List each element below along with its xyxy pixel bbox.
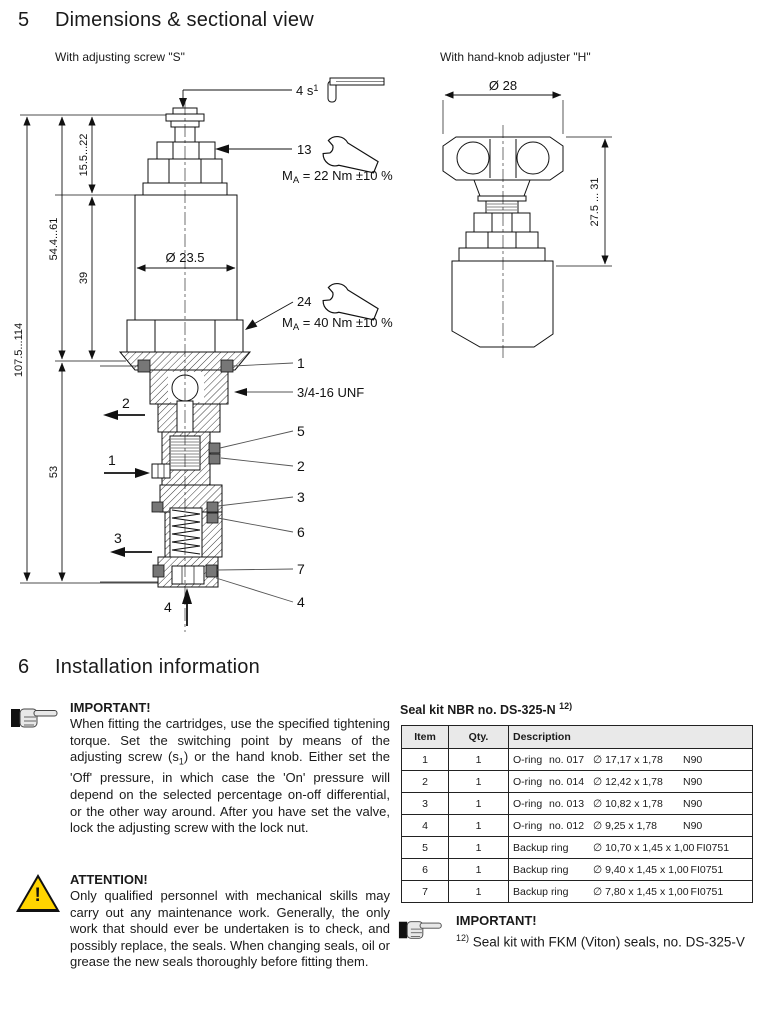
important1-heading: IMPORTANT!: [70, 700, 151, 715]
item13-callout: [215, 142, 311, 157]
port-3-label: 3: [114, 530, 122, 546]
callout-2: 2: [297, 458, 305, 474]
callout-4: 4: [297, 594, 305, 610]
table-row: 2 1 O-ring no. 014 ∅ 12,42 x 1,78 N90: [402, 771, 753, 793]
pointing-hand-icon: [10, 703, 60, 733]
dimension-lines: [27, 117, 92, 581]
callout-3: 3: [297, 489, 305, 505]
col-description: Description: [509, 726, 753, 749]
thread-spec: 3/4-16 UNF: [297, 385, 365, 400]
col-qty: Qty.: [449, 726, 509, 749]
left-drawing-caption: With adjusting screw "S": [55, 50, 185, 64]
table-row: 3 1 O-ring no. 013 ∅ 10,82 x 1,78 N90: [402, 793, 753, 815]
right-drawing-caption: With hand-knob adjuster "H": [440, 50, 591, 64]
footnote-ref: 12): [456, 933, 470, 943]
dim-overall-length: 107.5...114: [13, 322, 25, 378]
hand-knob-drawing: [443, 78, 612, 360]
torque-13: $M_A = 22$ Nm ±10 %: [282, 168, 393, 186]
callout-5: 5: [297, 423, 305, 439]
dim-upper-length: 54.4...61: [48, 217, 60, 261]
table-row: 4 1 O-ring no. 012 ∅ 9,25 x 1,78 N90: [402, 815, 753, 837]
dim-knob-diameter: Ø 28: [488, 78, 518, 93]
section6-number: 6: [18, 656, 30, 678]
dim-mid-length: 39: [78, 271, 90, 285]
warning-icon: !: [16, 874, 60, 912]
table-row: 1 1 O-ring no. 017 ∅ 17,17 x 1,78 N90: [402, 749, 753, 771]
dim-lower-length: 53: [48, 465, 60, 479]
callout-7: 7: [297, 561, 305, 577]
table-row: 7 1 Backup ring ∅ 7,80 x 1,45 x 1,00 FI0751: [402, 881, 753, 903]
callout-1: 1: [297, 355, 305, 371]
pointing-hand-icon: [398, 916, 444, 944]
section6-title: Installation information: [55, 656, 260, 678]
dim-top-length: 15.5...22: [78, 133, 90, 177]
table-header-row: [402, 726, 753, 749]
adjusting-screw-callout: [179, 83, 318, 108]
important2-body: $^{12)}$ Seal kit with FKM (Viton) seals, no. DS-325-V: [456, 933, 745, 950]
allen-key-icon: [328, 78, 384, 102]
sealkit-table: [401, 725, 753, 903]
valve-sectional-drawing: [13, 78, 393, 632]
subscript-s1: 1: [178, 756, 184, 767]
port-1-label: 1: [108, 452, 116, 468]
sealkit-title: Seal kit NBR no. DS-325-N $^{12)}$: [400, 701, 573, 718]
attention-heading: ATTENTION!: [70, 872, 148, 887]
attention-body: Only qualified personnel with mechanical skills may carry out any maintenance work. Generally, the only work that should ever be undertaken is to check, and possibly replace, the seals. When changing seals, oil or grease the new seals thoroughly before fitting them.: [70, 888, 390, 970]
torque-24: $M_A = 40$ Nm ±10 %: [282, 315, 393, 333]
svg-text:4 s1: 4 $s^1$: [296, 83, 319, 98]
dim-knob-height: 27.5 ... 31: [589, 177, 601, 227]
important1-body: When fitting the cartridges, use the specified tightening torque. Set the switching point by means of the adjusting screw $(s_1)$ or the hand knob. Either set the 'Off' pressure, in which case the 'On' pressure will depend on the selected percentage on-off differential, or the other way around. After you have set the valve, lock the adjusting screw with the lock nut.: [70, 716, 390, 836]
port-2-label: 2: [122, 395, 130, 411]
section5-number: 5: [18, 9, 30, 31]
footnote-ref: 12): [559, 701, 573, 711]
section5-title: Dimensions & sectional view: [55, 9, 314, 31]
table-row: 5 1 Backup ring ∅ 10,70 x 1,45 x 1,00 FI0751: [402, 837, 753, 859]
svg-text:13: 13: [297, 142, 312, 157]
col-item: Item: [402, 726, 449, 749]
section6-heading: [18, 656, 260, 679]
svg-text:24: 24: [297, 294, 312, 309]
callout-6: 6: [297, 524, 305, 540]
port-4-label: 4: [164, 599, 172, 615]
important2-heading: IMPORTANT!: [456, 913, 537, 928]
svg-text:Ø 23.5: Ø 23.5: [165, 250, 205, 265]
table-row: 6 1 Backup ring ∅ 9,40 x 1,45 x 1,00 FI0751: [402, 859, 753, 881]
